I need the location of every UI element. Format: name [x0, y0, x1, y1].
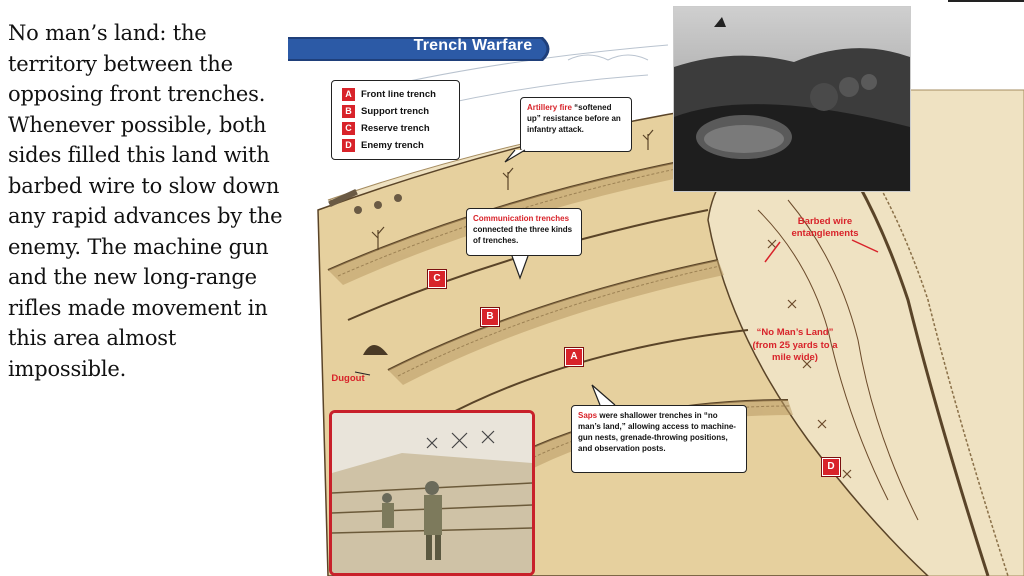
soldiers-photo	[673, 6, 911, 192]
marker-b: B	[481, 308, 499, 326]
legend-key: D	[342, 139, 355, 152]
marker-a: A	[565, 348, 583, 366]
legend-label: Enemy trench	[361, 139, 424, 151]
callout-text: were shallower trenches in “no man’s land,” allowing access to machine-gun nests, grenade-throwing positions, and observation posts.	[578, 411, 736, 453]
photo-image	[674, 7, 910, 191]
legend-label: Support trench	[361, 105, 430, 117]
callout-lead: Saps	[578, 411, 598, 420]
legend-key: A	[342, 88, 355, 101]
inset-image	[332, 413, 532, 573]
body-text: No man’s land: the territory between the opposing front trenches. Whenever possible, both sides filled this land with barbed wire to slow down any rapid advances by the enemy. The machine gun and the new long-range rifles made movement in this area almost impossible.	[8, 21, 283, 381]
barbed-wire-label: Barbed wire entanglements	[791, 216, 859, 239]
trench-inset-illustration	[329, 410, 535, 576]
callout-text: connected the three kinds of trenches.	[473, 225, 573, 245]
callout-lead: Artillery fire	[527, 103, 572, 112]
marker-d: D	[822, 458, 840, 476]
illustration-title: Trench Warfare	[413, 37, 533, 54]
callout-text: “softened up” resistance before an infantry attack.	[527, 103, 621, 134]
callout-lead: Communication trenches	[473, 214, 570, 223]
no-mans-land-sub: (from 25 yards to a mile wide)	[752, 340, 838, 363]
marker-c: C	[428, 270, 446, 288]
legend-label: Reserve trench	[361, 122, 430, 134]
legend-key: C	[342, 122, 355, 135]
dugout-label: Dugout	[331, 373, 365, 384]
legend-key: B	[342, 105, 355, 118]
legend-label: Front line trench	[361, 88, 436, 100]
no-mans-land-label: “No Man’s Land”	[756, 327, 834, 338]
